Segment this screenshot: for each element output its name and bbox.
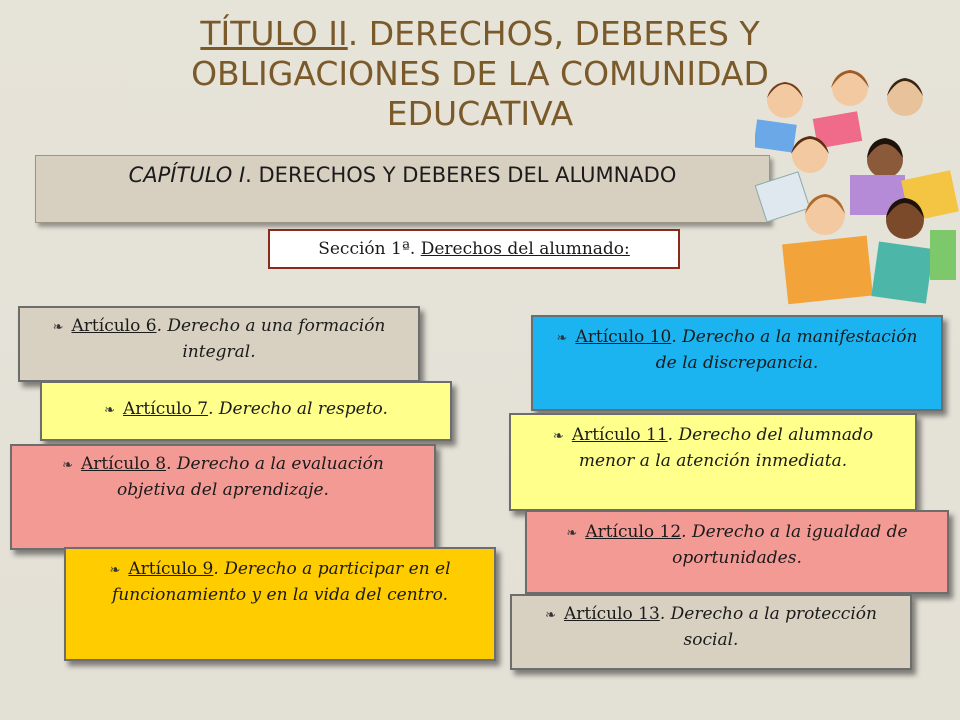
child-face xyxy=(805,195,845,235)
article-9-box xyxy=(64,547,496,661)
article-6-label: Artículo 6 xyxy=(71,316,157,336)
article-6-text: . Derecho a una formación integral. xyxy=(156,316,386,362)
ribbon-bullet-icon: ❧ xyxy=(109,563,121,578)
children-reading-illustration xyxy=(755,60,960,320)
book xyxy=(930,230,956,280)
chapter-rest: . DERECHOS Y DEBERES DEL ALUMNADO xyxy=(245,163,677,187)
article-12-label: Artículo 12 xyxy=(585,522,682,542)
article-13-label: Artículo 13 xyxy=(563,604,660,624)
article-8-text: . Derecho a la evaluación objetiva del aprendizaje. xyxy=(117,454,384,500)
article-10-label: Artículo 10 xyxy=(575,327,672,347)
title-underlined: TÍTULO II xyxy=(200,14,348,53)
article-7-label: Artículo 7 xyxy=(123,399,209,419)
child-face xyxy=(767,82,803,118)
article-11-box xyxy=(509,413,917,511)
article-6-box xyxy=(18,306,420,382)
article-8-label: Artículo 8 xyxy=(81,454,167,474)
book xyxy=(782,236,873,305)
article-8-box xyxy=(10,444,436,550)
ribbon-bullet-icon: ❧ xyxy=(104,403,116,418)
article-12-box xyxy=(525,510,949,594)
ribbon-bullet-icon: ❧ xyxy=(52,320,64,335)
section-heading xyxy=(268,229,680,269)
article-7-text: . Derecho al respeto. xyxy=(208,399,388,419)
ribbon-bullet-icon: ❧ xyxy=(566,526,578,541)
section-underlined: Derechos del alumnado: xyxy=(420,239,630,259)
book xyxy=(871,242,933,304)
article-13-box xyxy=(510,594,912,670)
ribbon-bullet-icon: ❧ xyxy=(556,331,568,346)
article-11-label: Artículo 11 xyxy=(571,425,668,445)
article-9-text: . Derecho a participar en el funcionamiento y en la vida del centro. xyxy=(112,559,451,605)
article-10-box xyxy=(531,315,943,411)
article-13-text: . Derecho a la protección social. xyxy=(659,604,877,650)
section-prefix: Sección 1ª. xyxy=(318,239,421,259)
ribbon-bullet-icon: ❧ xyxy=(545,608,556,623)
chapter-header xyxy=(35,155,770,223)
chapter-italic: CAPÍTULO I xyxy=(128,163,246,187)
book xyxy=(755,119,797,152)
article-12-text: . Derecho a la igualdad de oportunidades. xyxy=(672,522,908,568)
article-10-text: . Derecho a la manifestación de la discrepancia. xyxy=(655,327,918,373)
book xyxy=(755,172,810,222)
article-7-box xyxy=(40,381,452,441)
article-9-label: Artículo 9 xyxy=(128,559,214,579)
title-rest: . DERECHOS, DEBERES Y OBLIGACIONES DE LA COMUNIDAD EDUCATIVA xyxy=(191,14,769,133)
ribbon-bullet-icon: ❧ xyxy=(62,458,74,473)
article-11-text: . Derecho del alumnado menor a la atención inmediata. xyxy=(578,425,874,471)
slide-title xyxy=(95,14,865,134)
child-face xyxy=(832,70,868,106)
ribbon-bullet-icon: ❧ xyxy=(552,429,564,444)
